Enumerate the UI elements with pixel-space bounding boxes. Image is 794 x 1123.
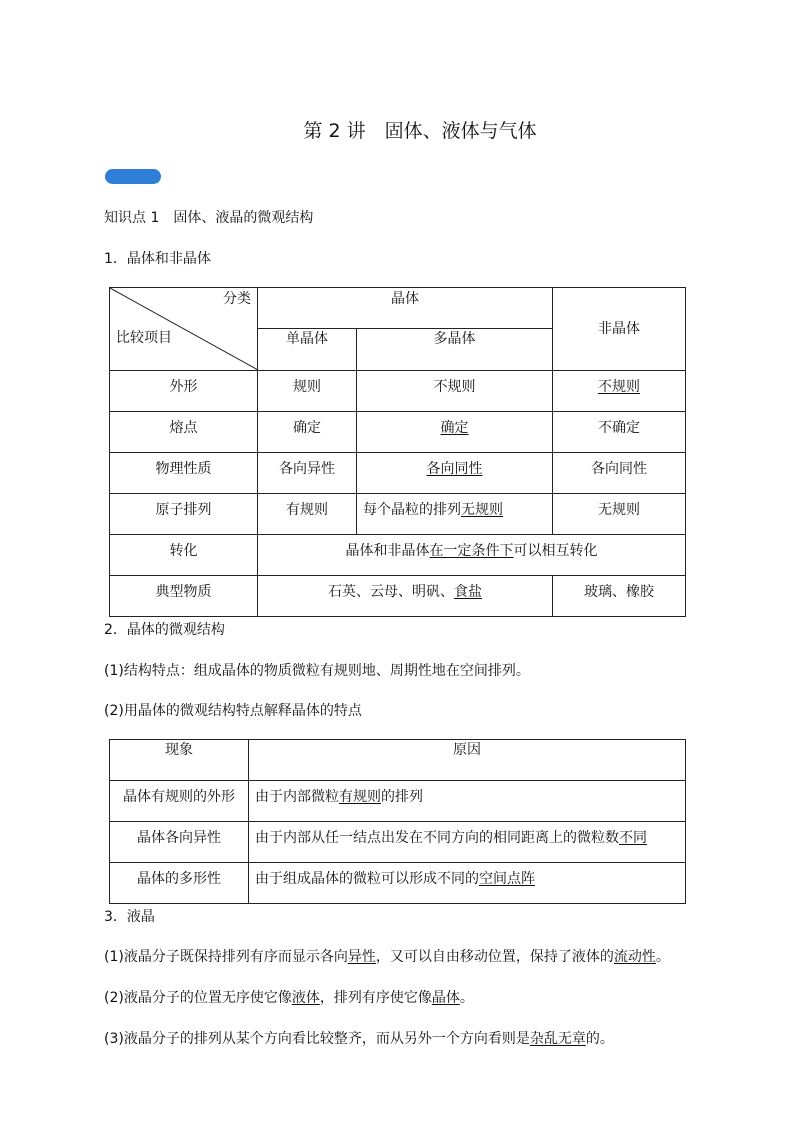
corner-bottom-label: 比较项目 — [116, 330, 172, 346]
crystal-comparison-table — [109, 287, 686, 617]
table-row: 晶体的多形性 由于组成晶体的微粒可以形成不同的空间点阵 — [110, 863, 686, 904]
table-row: 外形 规则 不规则 不规则 — [110, 371, 686, 412]
paragraph-2-2: (2)用晶体的微观结构特点解释晶体的特点 — [104, 703, 362, 719]
heading-1: 1．晶体和非晶体 — [104, 251, 211, 267]
header-amorphous: 非晶体 — [553, 288, 686, 371]
table-row: 典型物质 石英、云母、明矾、食盐 玻璃、橡胶 — [110, 576, 686, 617]
page-title: 第 2 讲 固体、液体与气体 — [303, 120, 537, 142]
paragraph-3-2: (2)液晶分子的位置无序使它像液体，排列有序使它像晶体。 — [104, 990, 474, 1006]
table-row: 晶体有规则的外形 由于内部微粒有规则的排列 — [110, 781, 686, 822]
table-row: 原子排列 有规则 每个晶粒的排列无规则 无规则 — [110, 494, 686, 535]
heading-3: 3．液晶 — [104, 909, 155, 925]
paragraph-3-1: (1)液晶分子既保持排列有序而显示各向异性，又可以自由移动位置，保持了液体的流动性。 — [104, 949, 670, 965]
explanation-table — [109, 739, 686, 904]
corner-top-label: 分类 — [223, 291, 251, 307]
paragraph-2-1: (1)结构特点：组成晶体的物质微粒有规则地、周期性地在空间排列。 — [104, 663, 530, 679]
table-header-row: 现象 原因 — [110, 740, 686, 781]
table-corner-cell — [110, 288, 258, 371]
table-row: 物理性质 各向异性 各向同性 各向同性 — [110, 453, 686, 494]
header-poly: 多晶体 — [357, 329, 553, 371]
section-tag-bar — [105, 169, 161, 184]
section-heading: 知识点 1 固体、液晶的微观结构 — [104, 210, 314, 226]
header-crystal: 晶体 — [258, 288, 553, 329]
table-row: 晶体各向异性 由于内部从任一结点出发在不同方向的相同距离上的微粒数不同 — [110, 822, 686, 863]
table-row: 熔点 确定 确定 不确定 — [110, 412, 686, 453]
heading-2: 2．晶体的微观结构 — [104, 622, 225, 638]
paragraph-3-3: (3)液晶分子的排列从某个方向看比较整齐，而从另外一个方向看则是杂乱无章的。 — [104, 1031, 614, 1047]
header-single: 单晶体 — [258, 329, 357, 371]
table-row: 转化 晶体和非晶体在一定条件下可以相互转化 — [110, 535, 686, 576]
